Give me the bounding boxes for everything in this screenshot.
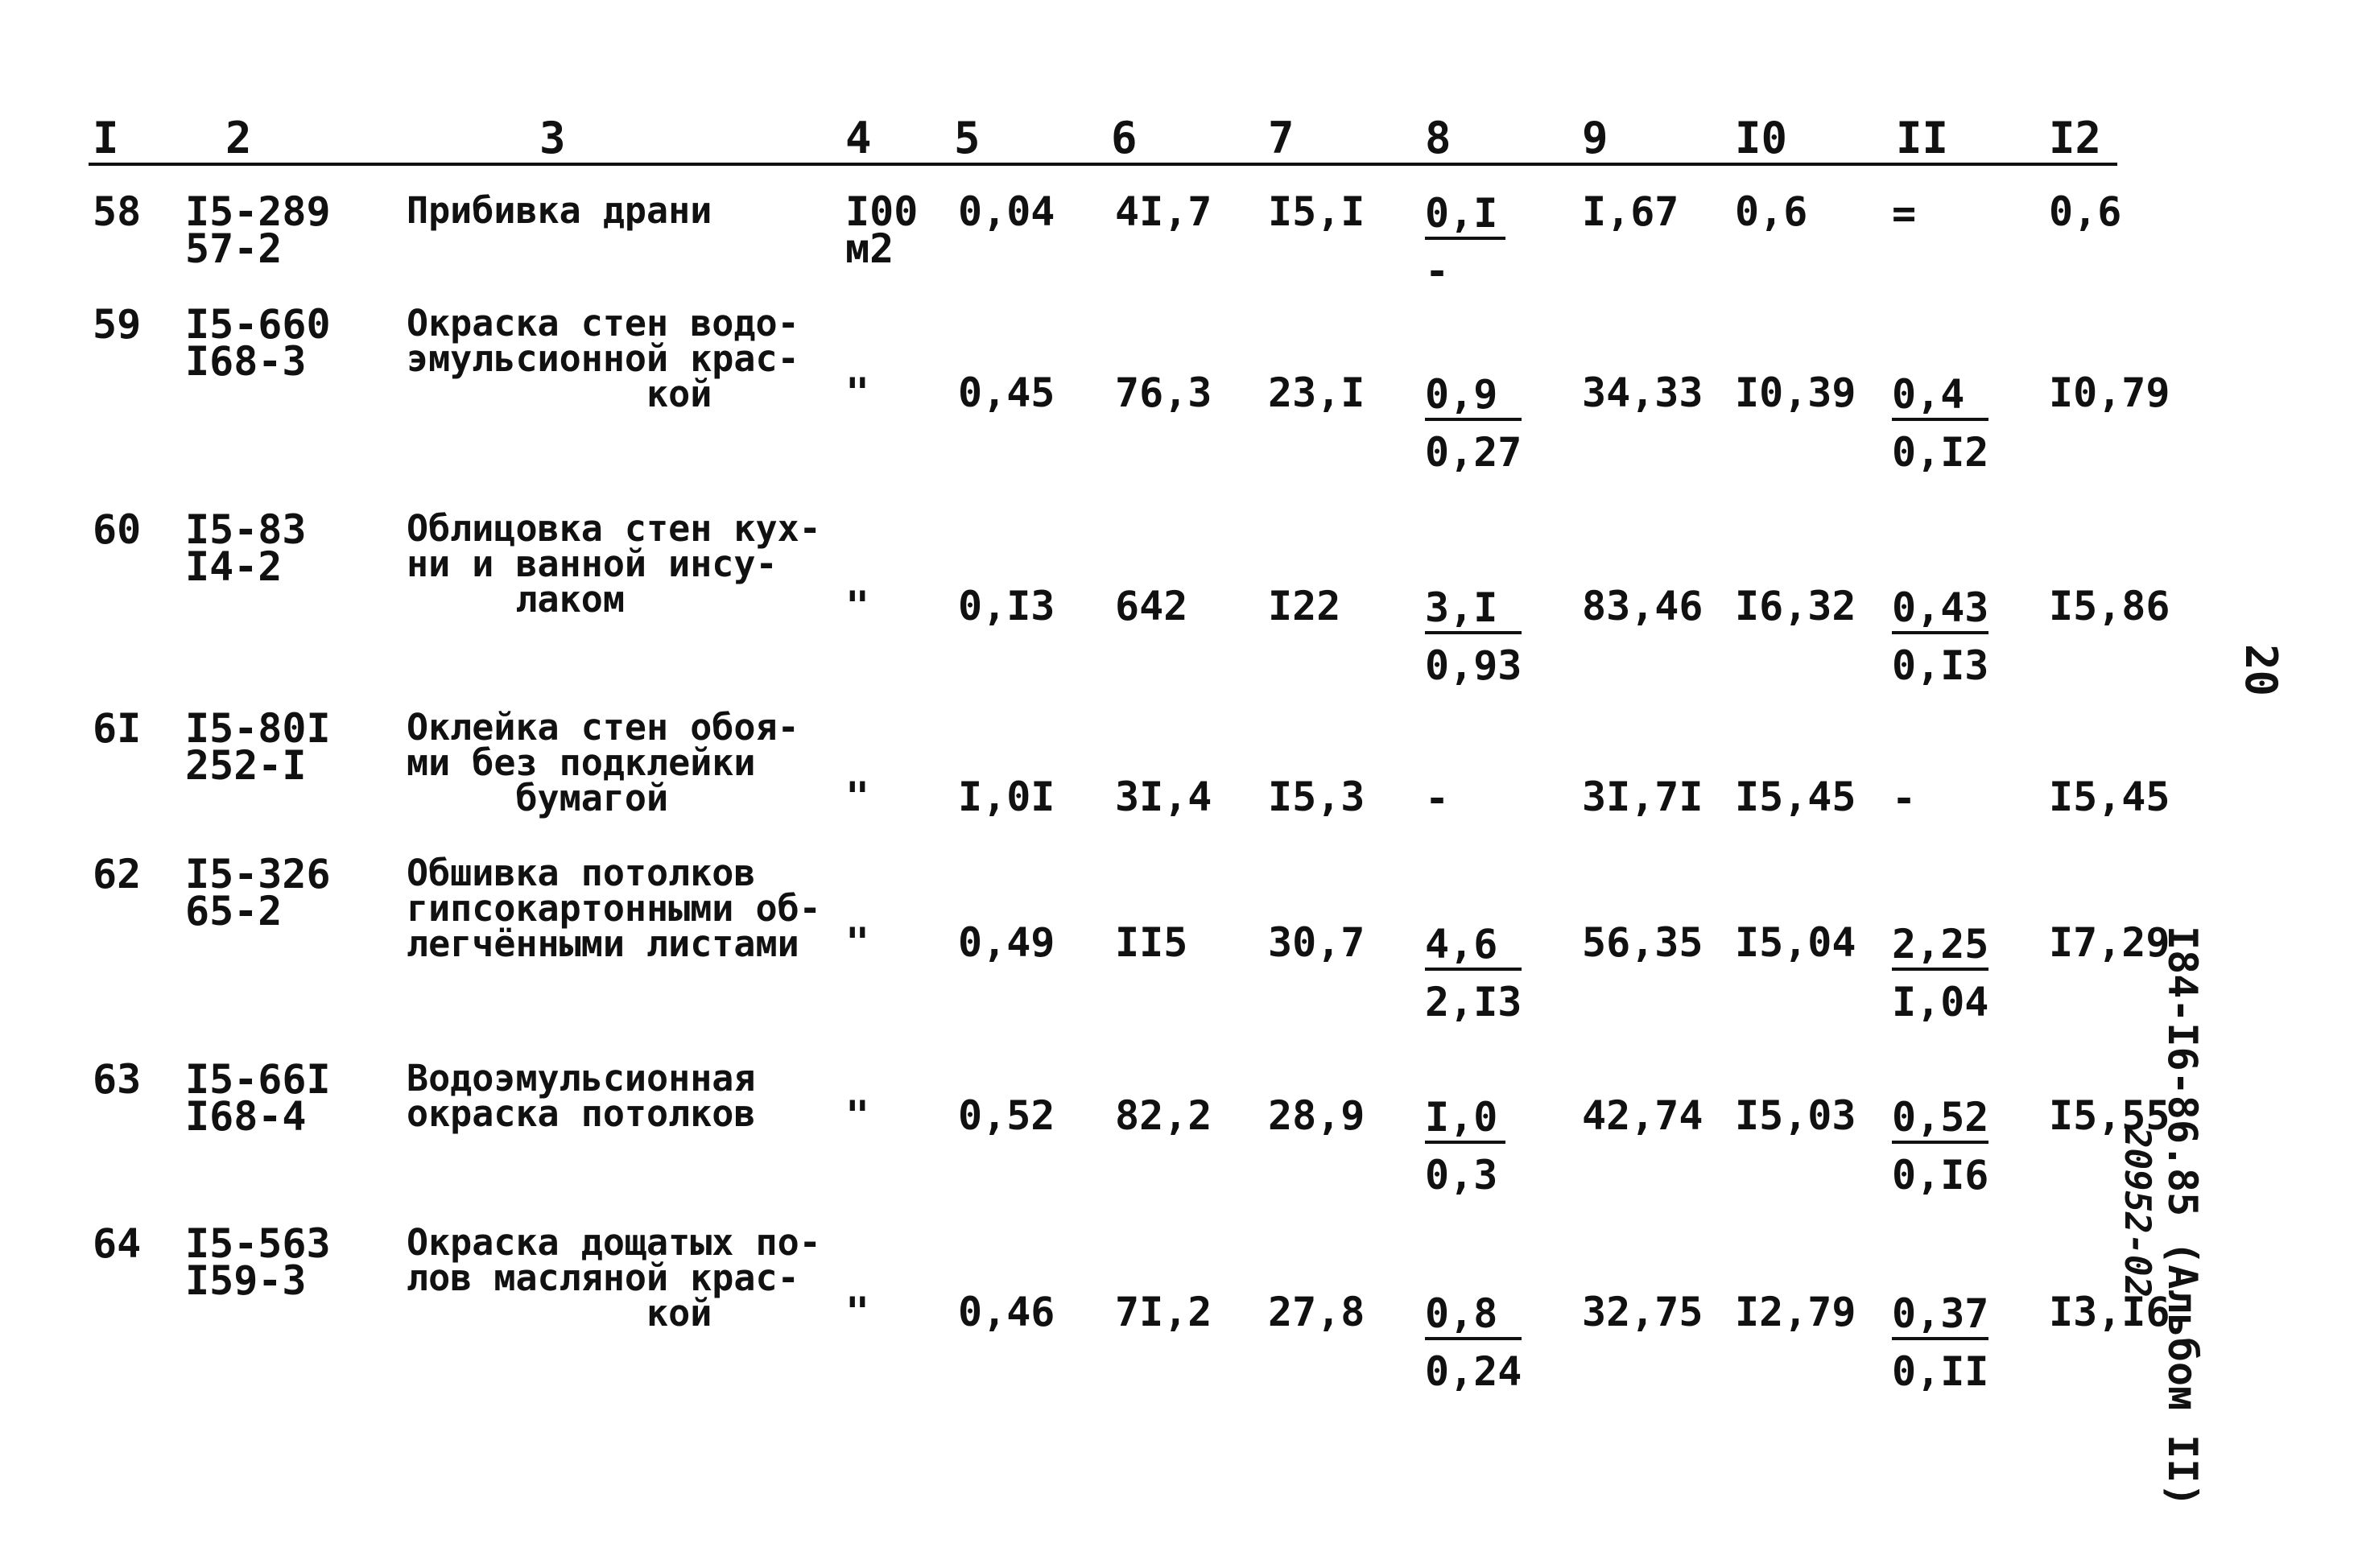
value-col-9: 56,35	[1582, 919, 1703, 966]
document-ref: 20952-02	[2116, 1127, 2158, 1298]
code: I5-66I I68-4	[185, 1056, 331, 1140]
value-col-7: I5,3	[1268, 774, 1365, 820]
value-col-10: I5,03	[1735, 1092, 1856, 1139]
unit: "	[845, 1289, 870, 1335]
code: I5-563 I59-3	[185, 1220, 331, 1304]
value-col-12: I5,45	[2049, 774, 2170, 820]
value-col-6: II5	[1115, 919, 1188, 966]
value-col-5: 0,04	[958, 188, 1055, 235]
value-col-5: I,0I	[958, 774, 1055, 820]
unit: "	[845, 369, 870, 416]
value-col-9: 32,75	[1582, 1289, 1703, 1335]
column-header-9: 9	[1582, 113, 1608, 163]
value-col-9: 3I,7I	[1582, 774, 1703, 820]
value-col-8: -	[1425, 775, 1450, 822]
document-code: I84-I6-86.85 (Альбом II)	[2159, 926, 2206, 1508]
column-header-3: 3	[539, 113, 566, 163]
value-col-11: $\frac{0,43}{0,I3}$	[1892, 584, 1989, 689]
value-col-9: I,67	[1582, 188, 1679, 235]
value-col-12: I0,79	[2049, 369, 2170, 416]
value-col-6: 7I,2	[1115, 1289, 1212, 1335]
value-col-10: I2,79	[1735, 1289, 1856, 1335]
value-col-5: 0,46	[958, 1289, 1055, 1335]
value-col-12: 0,6	[2049, 188, 2122, 235]
value-col-6: 3I,4	[1115, 774, 1212, 820]
value-col-7: I22	[1268, 583, 1341, 629]
code: I5-289 57-2	[185, 188, 331, 272]
value-col-5: 0,I3	[958, 583, 1055, 629]
unit: "	[845, 583, 870, 629]
row-number: 58	[93, 188, 142, 235]
value-col-7: I5,I	[1268, 188, 1365, 235]
description: Окраска стен водо- эмульсионной крас- кой	[407, 302, 799, 415]
code: I5-83 I4-2	[185, 506, 307, 590]
row-number: 64	[93, 1220, 142, 1267]
description: Водоэмульсионная окраска потолков	[407, 1057, 756, 1135]
column-header-7: 7	[1268, 113, 1295, 163]
value-col-7: 23,I	[1268, 369, 1365, 416]
value-col-8: 0,I -	[1425, 193, 1505, 291]
description: Прибивка драни	[407, 189, 712, 232]
page-number: 20	[2236, 644, 2286, 697]
value-col-11: $\frac{2,25}{I,04}$	[1892, 921, 1989, 1025]
row-number: 59	[93, 301, 142, 348]
code: I5-660 I68-3	[185, 301, 331, 385]
description: Оклейка стен обоя- ми без подклейки бумагой	[407, 706, 799, 819]
value-col-10: I0,39	[1735, 369, 1856, 416]
value-col-6: 76,3	[1115, 369, 1212, 416]
column-header-6: 6	[1111, 113, 1138, 163]
description: Окраска дощатых по- лов масляной крас- кой	[407, 1221, 821, 1335]
value-col-11: $\frac{0,37}{0,II}$	[1892, 1290, 1989, 1395]
value-col-11: -	[1892, 775, 1917, 822]
value-col-8: $\frac{0,8}{0,24}$	[1425, 1290, 1522, 1395]
column-header-12: I2	[2049, 113, 2102, 163]
description: Облицовка стен кух- ни и ванной инсу- лаком	[407, 507, 821, 621]
value-col-8: $\frac{4,6}{2,I3}$	[1425, 921, 1522, 1025]
unit: I00 м2	[845, 188, 919, 272]
row-number: 60	[93, 506, 142, 553]
value-col-7: 28,9	[1268, 1092, 1365, 1139]
row-number: 63	[93, 1056, 142, 1103]
column-header-2: 2	[225, 113, 252, 163]
value-col-12: I5,55	[2049, 1092, 2170, 1139]
unit: "	[845, 774, 870, 820]
value-col-9: 83,46	[1582, 583, 1703, 629]
value-col-11: $\frac{0,4}{0,I2}$	[1892, 371, 1989, 476]
value-col-5: 0,52	[958, 1092, 1055, 1139]
value-col-12: I5,86	[2049, 583, 2170, 629]
header-rule	[89, 163, 2117, 166]
unit: "	[845, 1092, 870, 1139]
column-header-10: I0	[1735, 113, 1788, 163]
value-col-11: $\frac{0,52}{0,I6}$	[1892, 1094, 1989, 1199]
value-col-8: $\frac{3,I}{0,93}$	[1425, 584, 1522, 689]
value-col-10: I6,32	[1735, 583, 1856, 629]
value-col-12: I7,29	[2049, 919, 2170, 966]
value-col-5: 0,49	[958, 919, 1055, 966]
value-col-7: 30,7	[1268, 919, 1365, 966]
value-col-5: 0,45	[958, 369, 1055, 416]
value-col-9: 34,33	[1582, 369, 1703, 416]
value-col-8: $\frac{I,0}{0,3}$	[1425, 1097, 1505, 1195]
value-col-7: 27,8	[1268, 1289, 1365, 1335]
code: I5-326 65-2	[185, 851, 331, 935]
value-col-9: 42,74	[1582, 1092, 1703, 1139]
column-header-1: I	[93, 113, 119, 163]
value-col-11: =	[1892, 190, 1917, 237]
column-header-4: 4	[845, 113, 872, 163]
row-number: 62	[93, 851, 142, 897]
description: Обшивка потолков гипсокартонными об- легчёнными листами	[407, 852, 821, 965]
value-col-6: 4I,7	[1115, 188, 1212, 235]
value-col-8: $\frac{0,9}{0,27}$	[1425, 371, 1522, 476]
value-col-10: I5,45	[1735, 774, 1856, 820]
code: I5-80I 252-I	[185, 705, 331, 789]
value-col-10: 0,6	[1735, 188, 1808, 235]
value-col-10: I5,04	[1735, 919, 1856, 966]
value-col-6: 82,2	[1115, 1092, 1212, 1139]
value-col-6: 642	[1115, 583, 1188, 629]
row-number: 6I	[93, 705, 142, 752]
column-header-11: II	[1896, 113, 1949, 163]
column-header-5: 5	[954, 113, 981, 163]
column-header-8: 8	[1425, 113, 1452, 163]
value-col-12: I3,I6	[2049, 1289, 2170, 1335]
unit: "	[845, 919, 870, 966]
